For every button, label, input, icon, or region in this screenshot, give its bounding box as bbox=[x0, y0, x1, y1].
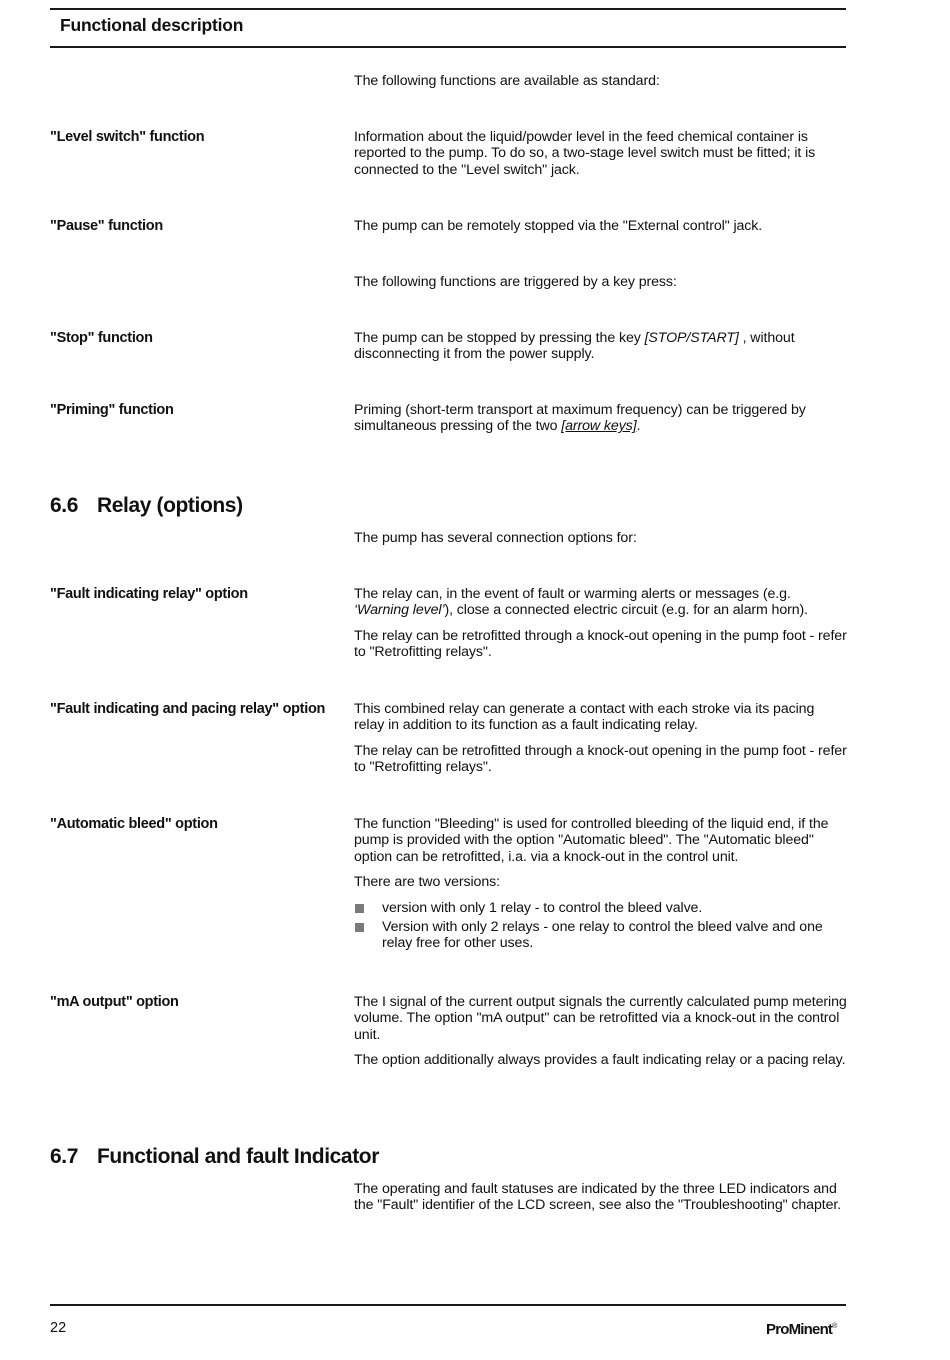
warning-level-term: ‘Warning level’ bbox=[354, 602, 445, 619]
intro-standard-text: The following functions are available as standard: bbox=[354, 73, 660, 89]
bleed-versions-list bbox=[354, 900, 848, 952]
stop-label: "Stop" function bbox=[50, 330, 153, 346]
arrow-keys-key: [arrow keys] bbox=[561, 418, 637, 435]
fault-relay-description bbox=[354, 586, 848, 661]
header-bottom-rule bbox=[50, 46, 846, 48]
list-item bbox=[354, 900, 848, 916]
pacing-relay-text-1: This combined relay can generate a contact with each stroke via its pacing relay in addition to its function as a fault indicating relay. bbox=[354, 701, 815, 734]
priming-text-after: . bbox=[636, 418, 641, 435]
square-bullet-icon bbox=[355, 923, 364, 932]
priming-text-before: Priming (short-term transport at maximum frequency) can be triggered by simultaneous pressing of the two bbox=[354, 402, 806, 435]
ma-output-label: "mA output" option bbox=[50, 994, 179, 1010]
ma-output-text-2: The option additionally always provides a fault indicating relay or a pacing relay. bbox=[354, 1052, 846, 1069]
fault-relay-text-after: ), close a connected electric circuit (e.g. for an alarm horn). bbox=[444, 602, 809, 619]
section-title: Functional and fault Indicator bbox=[97, 1145, 380, 1168]
footer-rule bbox=[50, 1304, 846, 1306]
ma-output-description bbox=[354, 994, 848, 1069]
page-number: 22 bbox=[50, 1320, 67, 1336]
registered-mark: ® bbox=[832, 1323, 837, 1330]
level-switch-description bbox=[354, 129, 848, 178]
relay-intro-text: The pump has several connection options for: bbox=[354, 530, 637, 546]
section-title: Relay (options) bbox=[97, 494, 243, 517]
intro-standard bbox=[354, 73, 848, 89]
prominent-logo bbox=[766, 1321, 837, 1338]
level-switch-text: Information about the liquid/powder level in the feed chemical container is reported to the pump. To do so, a two-stage level switch must be fitted; it is connected to the "Level switch" jack. bbox=[354, 129, 816, 178]
section-heading-indicator bbox=[50, 1145, 379, 1169]
relay-intro bbox=[354, 530, 848, 546]
section-heading-relay bbox=[50, 494, 243, 518]
level-switch-label: "Level switch" function bbox=[50, 129, 205, 145]
running-head-title: Functional description bbox=[60, 15, 244, 35]
section-number: 6.7 bbox=[50, 1145, 78, 1168]
pacing-relay-text-2: The relay can be retrofitted through a knock-out opening in the pump foot - refer to "Retrofitting relays". bbox=[354, 742, 847, 776]
section-number: 6.6 bbox=[50, 494, 78, 517]
list-item bbox=[354, 919, 848, 952]
priming-text bbox=[354, 402, 848, 435]
stop-text-before: The pump can be stopped by pressing the key bbox=[354, 330, 645, 346]
pacing-relay-label: "Fault indicating and pacing relay" option bbox=[50, 701, 326, 717]
brand-name: ProMinent bbox=[766, 1321, 833, 1338]
fault-relay-text-1 bbox=[354, 586, 848, 619]
priming-label: "Priming" function bbox=[50, 402, 174, 418]
priming-description bbox=[354, 402, 848, 435]
pause-description bbox=[354, 218, 848, 234]
auto-bleed-label: "Automatic bleed" option bbox=[50, 816, 218, 832]
auto-bleed-description bbox=[354, 816, 848, 955]
stop-start-key: [STOP/START] bbox=[644, 330, 739, 346]
list-item-text: version with only 1 relay - to control the bleed valve. bbox=[382, 899, 703, 916]
indicator-description bbox=[354, 1181, 848, 1214]
intro-keypress bbox=[354, 274, 848, 290]
fault-relay-text-2: The relay can be retrofitted through a knock-out opening in the pump foot - refer to "Retrofitting relays". bbox=[354, 627, 847, 661]
auto-bleed-text-2: There are two versions: bbox=[354, 874, 500, 891]
list-item-text: Version with only 2 relays - one relay to control the bleed valve and one relay free for other uses. bbox=[382, 919, 823, 952]
square-bullet-icon bbox=[355, 904, 364, 913]
pause-text: The pump can be remotely stopped via the "External control" jack. bbox=[354, 218, 763, 234]
auto-bleed-text-1: The function "Bleeding" is used for controlled bleeding of the liquid end, if the pump is provided with the option "Automatic bleed". The "Automatic bleed" option can be retrofitted, i.a. via a knock-out in the control unit. bbox=[354, 816, 829, 865]
fault-relay-text-before: The relay can, in the event of fault or warming alerts or messages (e.g. bbox=[354, 586, 791, 602]
header-top-rule bbox=[50, 8, 846, 10]
pacing-relay-description bbox=[354, 701, 848, 776]
fault-relay-label: "Fault indicating relay" option bbox=[50, 586, 248, 602]
ma-output-text-1: The I signal of the current output signals the currently calculated pump metering volume. The option "mA output" can be retrofitted via a knock-out in the control unit. bbox=[354, 994, 847, 1043]
stop-text bbox=[354, 330, 848, 363]
intro-keypress-text: The following functions are triggered by a key press: bbox=[354, 274, 677, 290]
stop-description bbox=[354, 330, 848, 363]
pause-label: "Pause" function bbox=[50, 218, 163, 234]
stop-text-after: , without disconnecting it from the power supply. bbox=[354, 330, 795, 363]
indicator-text: The operating and fault statuses are indicated by the three LED indicators and the "Fault" identifier of the LCD screen, see also the "Troubleshooting" chapter. bbox=[354, 1181, 842, 1214]
